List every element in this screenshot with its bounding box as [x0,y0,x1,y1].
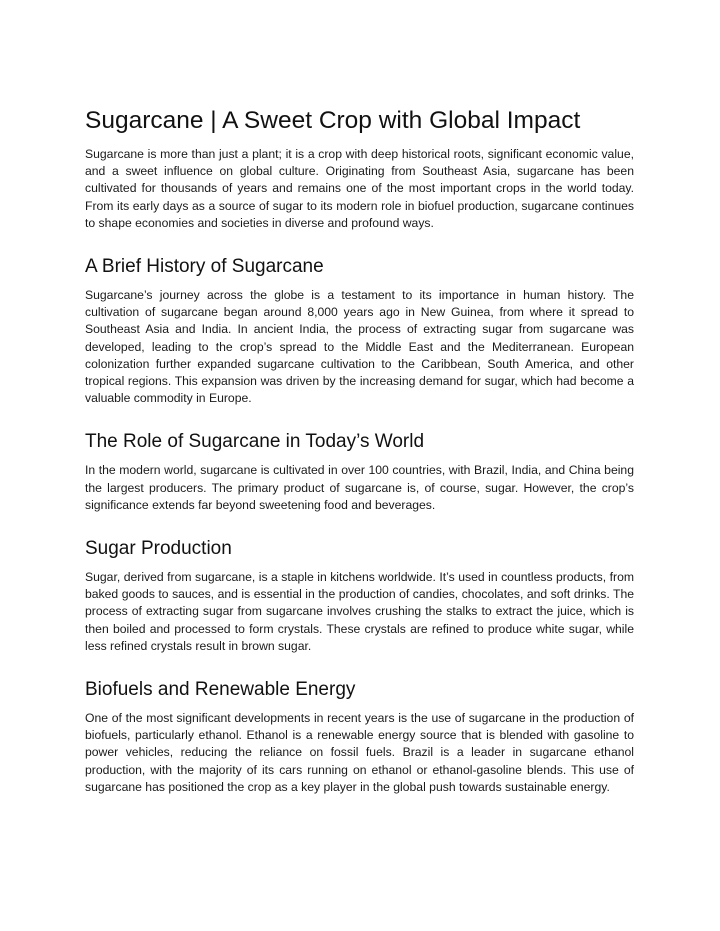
section-paragraph: Sugarcane’s journey across the globe is a testament to its importance in human history. The cultivation of sugarcane began around 8,000 years ago in New Guinea, from where it spread to Southeast Asia and India. In ancient India, the process of extracting sugar from sugarcane was developed, leading to the crop’s spread to the Middle East and the Mediterranean. European colonization further expanded sugarcane cultivation to the Caribbean, South America, and other tropical regions. This expansion was driven by the increasing demand for sugar, which had become a valuable commodity in Europe. [85,288,634,406]
section-paragraph: In the modern world, sugarcane is cultivated in over 100 countries, with Brazil, India, and China being the largest producers. The primary product of sugarcane is, of course, sugar. However, the crop’s significance extends far beyond sweetening food and beverages. [85,463,634,512]
section-heading: A Brief History of Sugarcane [85,256,324,278]
section-sugar-production [85,536,634,655]
section-heading: The Role of Sugarcane in Today’s World [85,431,425,453]
section-paragraph: One of the most significant developments in recent years is the use of sugarcane in the production of biofuels, particularly ethanol. Ethanol is a renewable energy source that is blended with gasoline to power vehicles, reducing the reliance on fossil fuels. Brazil is a leader in sugarcane ethanol production, with the majority of its cars running on ethanol or ethanol-gasoline blends. This use of sugarcane has positioned the crop as a key player in the global push towards sustainable energy. [85,711,634,794]
intro-paragraph: Sugarcane is more than just a plant; it is a crop with deep historical roots, significant economic value, and a sweet influence on global culture. Originating from Southeast Asia, sugarcane has been cultivated for thousands of years and remains one of the most important crops in the world today. From its early days as a source of sugar to its modern role in biofuel production, sugarcane continues to shape economies and societies in diverse and profound ways. [85,147,634,230]
section-heading: Biofuels and Renewable Energy [85,679,356,701]
document-title: Sugarcane | A Sweet Crop with Global Impact [85,107,581,134]
section-history [85,254,634,407]
section-biofuels [85,677,634,796]
document-page [85,104,634,796]
section-heading: Sugar Production [85,538,232,560]
section-paragraph: Sugar, derived from sugarcane, is a staple in kitchens worldwide. It’s used in countless products, from baked goods to sauces, and is essential in the production of candies, chocolates, and soft drinks. The process of extracting sugar from sugarcane involves crushing the stalks to extract the juice, which is then boiled and processed to form crystals. These crystals are refined to produce white sugar, while less refined crystals result in brown sugar. [85,570,634,653]
section-todays-world [85,429,634,514]
